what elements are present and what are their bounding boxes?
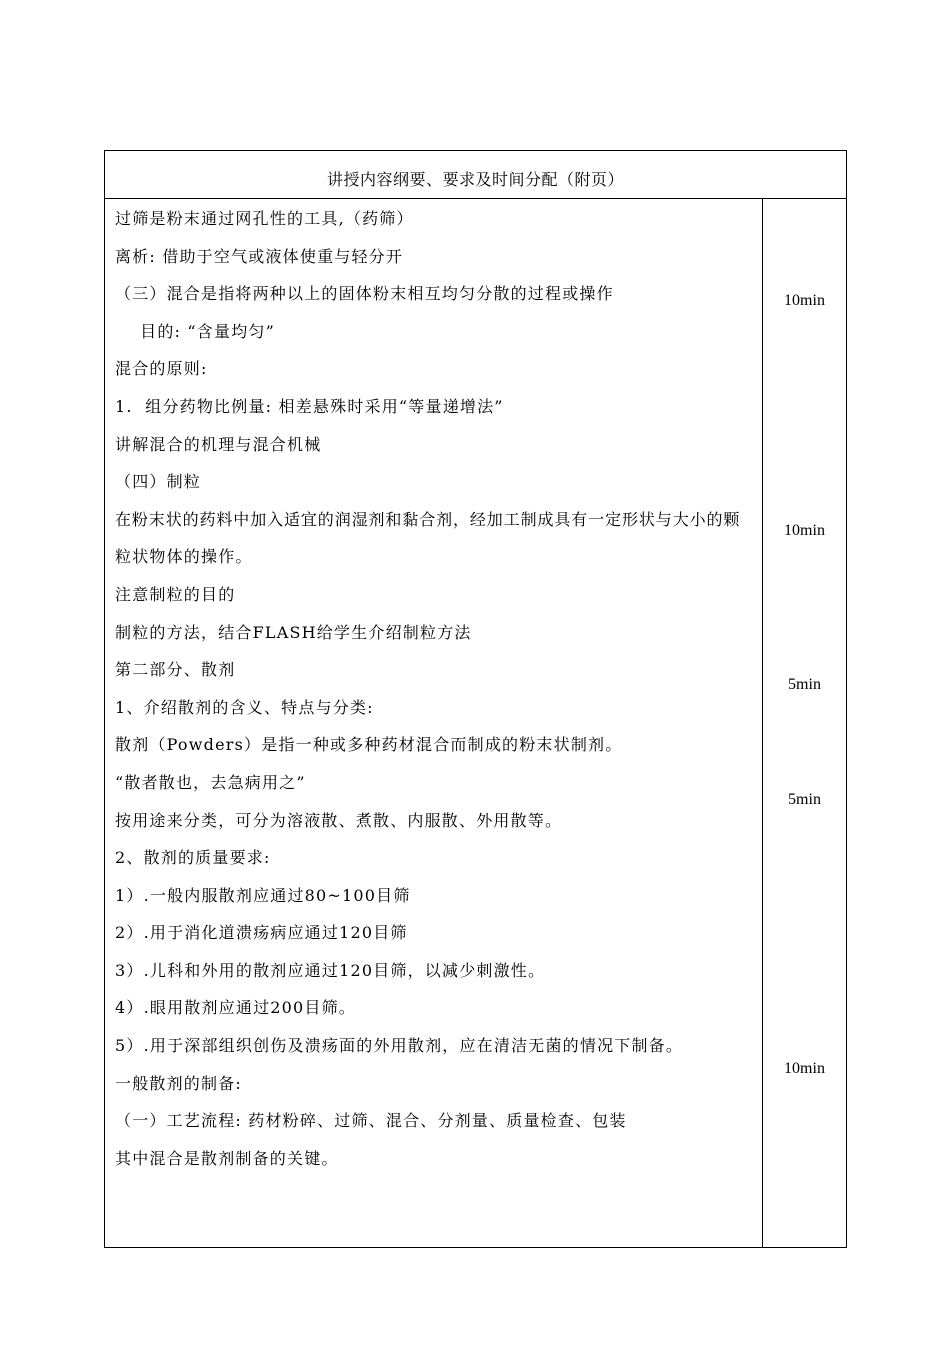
content-line: 在粉末状的药料中加入适宜的润湿剂和黏合剂，经加工制成具有一定形状与大小的颗 (115, 509, 741, 529)
table-title: 讲授内容纲要、要求及时间分配（附页） (326, 170, 624, 189)
content-line: 5）.用于深部组织创伤及溃疡面的外用散剂，应在清洁无菌的情况下制备。 (115, 1036, 684, 1056)
time-allocation: 10min (784, 1060, 825, 1077)
content-line: 2）.用于消化道溃疡病应通过120目筛 (115, 923, 408, 943)
content-line: “散者散也，去急病用之” (115, 772, 306, 792)
content-line: 按用途来分类，可分为溶液散、煮散、内服散、外用散等。 (115, 810, 563, 830)
time-allocation: 5min (788, 676, 821, 693)
content-line: （四）制粒 (115, 472, 202, 492)
time-allocation: 10min (784, 522, 825, 539)
content-line: 注意制粒的目的 (115, 584, 236, 604)
content-line: 2、散剂的质量要求: (115, 848, 271, 868)
lecture-outline-table (104, 150, 847, 1248)
content-line: 目的: “含量均匀” (115, 321, 275, 341)
content-line: 制粒的方法，结合FLASH给学生介绍制粒方法 (115, 622, 472, 642)
content-line: 1、介绍散剂的含义、特点与分类: (115, 697, 374, 717)
time-allocation: 5min (788, 791, 821, 808)
content-line: 讲解混合的机理与混合机械 (115, 434, 322, 454)
content-line: 过筛是粉末通过网孔性的工具,（药筛） (115, 209, 414, 228)
column-divider (762, 199, 763, 1247)
content-line: 散剂（Powders）是指一种或多种药材混合而制成的粉末状制剂。 (115, 735, 623, 755)
content-line: 粒状物体的操作。 (115, 547, 253, 567)
table-header (105, 151, 846, 199)
time-allocation: 10min (784, 292, 825, 309)
content-line: （三）混合是指将两种以上的固体粉末相互均匀分散的过程或操作 (115, 284, 614, 304)
content-line: 1）.一般内服散剂应通过80~100目筛 (115, 885, 411, 905)
content-line: 4）.眼用散剂应通过200目筛。 (115, 998, 357, 1018)
content-line: 3）.儿科和外用的散剂应通过120目筛，以减少刺激性。 (115, 960, 546, 980)
outline-content (115, 204, 755, 1181)
content-line: 混合的原则: (115, 359, 208, 379)
content-line: 其中混合是散剂制备的关键。 (115, 1148, 339, 1168)
content-line: （一）工艺流程: 药材粉碎、过筛、混合、分剂量、质量检查、包装 (115, 1111, 627, 1131)
content-line: 离析: 借助于空气或液体使重与轻分开 (115, 246, 404, 266)
content-line: 一般散剂的制备: (115, 1073, 242, 1093)
content-line: 第二部分、散剂 (115, 660, 236, 680)
content-line: 1. 组分药物比例量: 相差悬殊时采用“等量递增法” (115, 396, 504, 416)
